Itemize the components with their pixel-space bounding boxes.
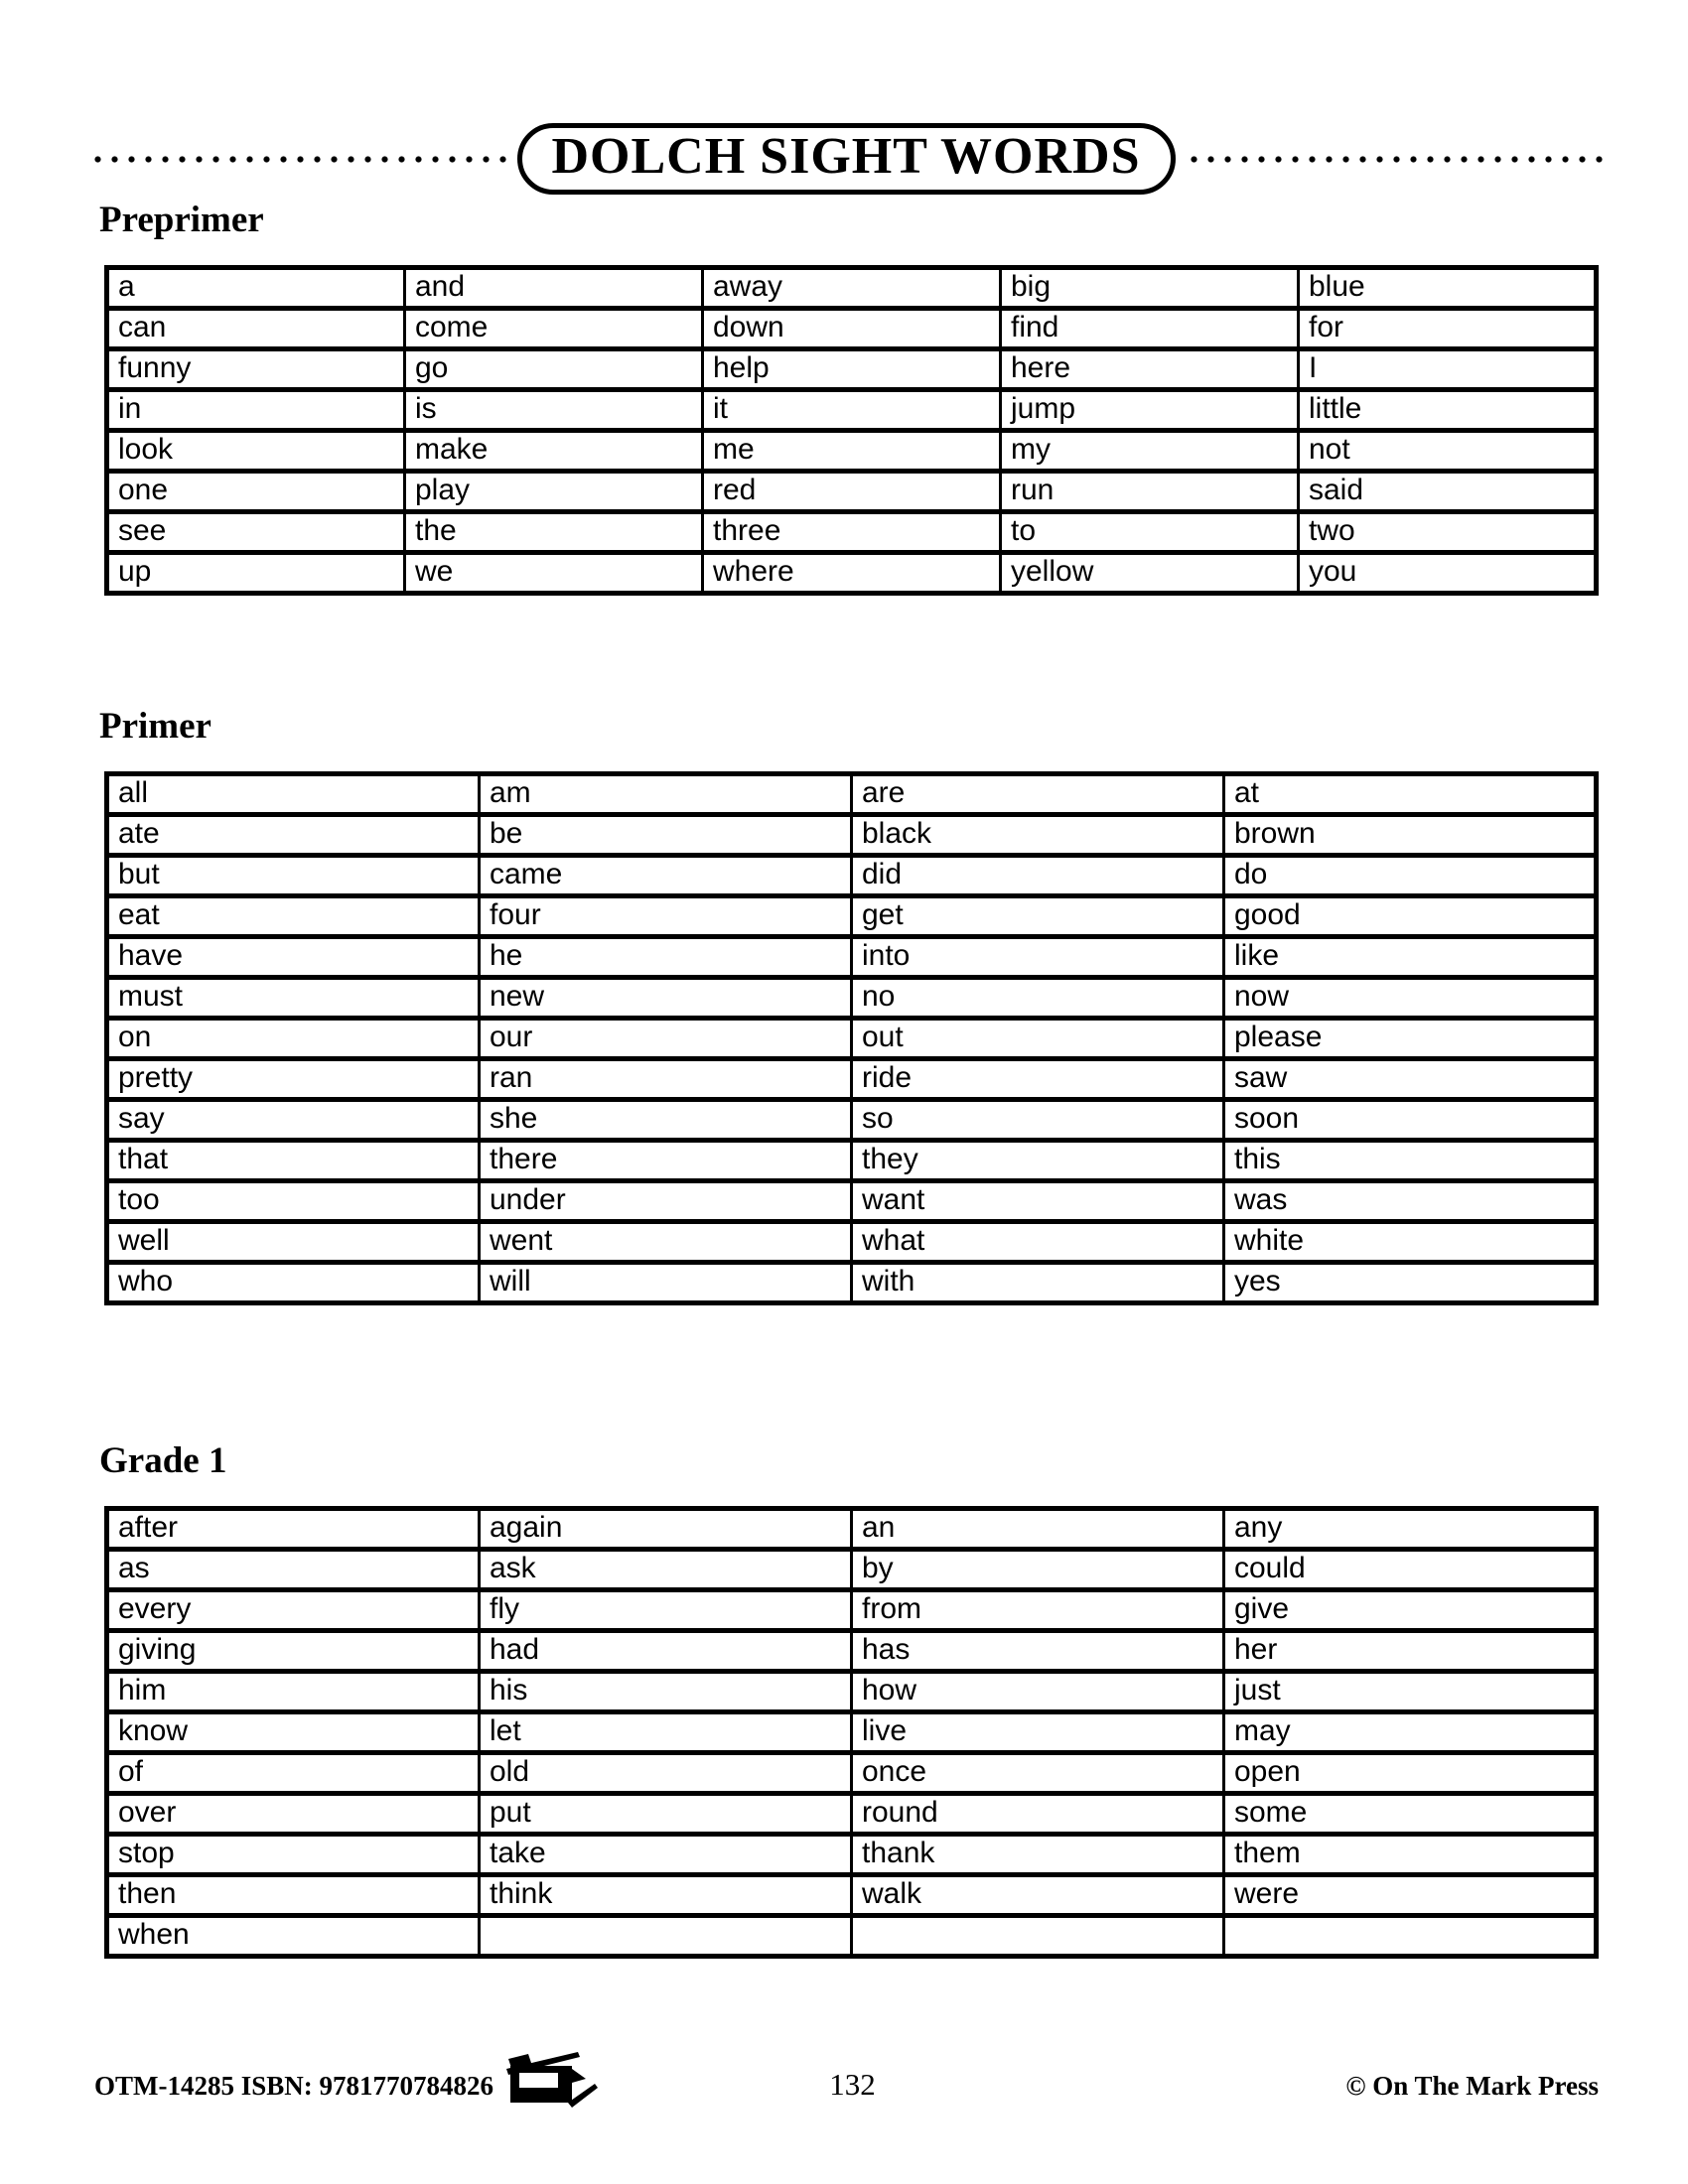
word-cell: now <box>1224 978 1597 1019</box>
word-cell: soon <box>1224 1100 1597 1141</box>
word-cell: at <box>1224 774 1597 815</box>
word-cell: too <box>107 1181 480 1222</box>
word-cell <box>480 1916 852 1957</box>
word-cell: not <box>1299 431 1597 472</box>
word-cell: just <box>1224 1672 1597 1712</box>
word-cell: so <box>852 1100 1224 1141</box>
table-row <box>107 1141 1597 1181</box>
table-row <box>107 1875 1597 1916</box>
table-row <box>107 1059 1597 1100</box>
word-cell: over <box>107 1794 480 1835</box>
word-cell: put <box>480 1794 852 1835</box>
section-heading-primer: Primer <box>99 706 211 747</box>
photocopier-icon <box>489 2047 600 2109</box>
word-cell: and <box>405 268 703 309</box>
table-row <box>107 1712 1597 1753</box>
word-cell: no <box>852 978 1224 1019</box>
word-cell: old <box>480 1753 852 1794</box>
word-cell: yes <box>1224 1263 1597 1303</box>
table-row <box>107 856 1597 896</box>
word-cell: can <box>107 309 405 349</box>
page-title: DOLCH SIGHT WORDS <box>551 127 1141 185</box>
word-cell: his <box>480 1672 852 1712</box>
table-row <box>107 390 1597 431</box>
table-row <box>107 1263 1597 1303</box>
table-row <box>107 978 1597 1019</box>
word-cell: went <box>480 1222 852 1263</box>
word-cell: want <box>852 1181 1224 1222</box>
word-cell: her <box>1224 1631 1597 1672</box>
dotted-rule-right <box>1186 155 1604 164</box>
word-cell: we <box>405 553 703 594</box>
word-cell: our <box>480 1019 852 1059</box>
table-row <box>107 553 1597 594</box>
word-cell: under <box>480 1181 852 1222</box>
word-cell: once <box>852 1753 1224 1794</box>
word-cell: down <box>703 309 1001 349</box>
table-row <box>107 472 1597 512</box>
word-cell: that <box>107 1141 480 1181</box>
table-row <box>107 1019 1597 1059</box>
word-cell: brown <box>1224 815 1597 856</box>
word-cell: then <box>107 1875 480 1916</box>
word-cell: has <box>852 1631 1224 1672</box>
word-cell: new <box>480 978 852 1019</box>
table-row <box>107 1672 1597 1712</box>
word-cell: have <box>107 937 480 978</box>
word-cell: away <box>703 268 1001 309</box>
word-cell: are <box>852 774 1224 815</box>
word-cell: into <box>852 937 1224 978</box>
word-cell: to <box>1001 512 1299 553</box>
word-cell: find <box>1001 309 1299 349</box>
word-cell: when <box>107 1916 480 1957</box>
word-cell: be <box>480 815 852 856</box>
table-row <box>107 512 1597 553</box>
word-cell: fly <box>480 1590 852 1631</box>
word-cell: who <box>107 1263 480 1303</box>
word-cell: thank <box>852 1835 1224 1875</box>
word-cell: play <box>405 472 703 512</box>
word-cell: big <box>1001 268 1299 309</box>
section-heading-preprimer: Preprimer <box>99 200 264 240</box>
word-cell: make <box>405 431 703 472</box>
grade1-word-table <box>104 1506 1599 1959</box>
word-cell: an <box>852 1509 1224 1550</box>
dotted-rule-left <box>89 155 507 164</box>
word-cell: give <box>1224 1590 1597 1631</box>
preprimer-word-table <box>104 265 1599 596</box>
word-cell: some <box>1224 1794 1597 1835</box>
word-cell: please <box>1224 1019 1597 1059</box>
word-cell: on <box>107 1019 480 1059</box>
table-row <box>107 1509 1597 1550</box>
table-row <box>107 1753 1597 1794</box>
word-cell: were <box>1224 1875 1597 1916</box>
word-cell: know <box>107 1712 480 1753</box>
word-cell: let <box>480 1712 852 1753</box>
word-cell: open <box>1224 1753 1597 1794</box>
word-cell: of <box>107 1753 480 1794</box>
word-cell: look <box>107 431 405 472</box>
word-cell: must <box>107 978 480 1019</box>
word-cell: this <box>1224 1141 1597 1181</box>
word-cell: all <box>107 774 480 815</box>
word-cell: came <box>480 856 852 896</box>
word-cell: saw <box>1224 1059 1597 1100</box>
word-cell: good <box>1224 896 1597 937</box>
table-row <box>107 1550 1597 1590</box>
word-cell: ran <box>480 1059 852 1100</box>
word-cell: red <box>703 472 1001 512</box>
word-cell: in <box>107 390 405 431</box>
table-row <box>107 896 1597 937</box>
table-row <box>107 815 1597 856</box>
word-cell: but <box>107 856 480 896</box>
word-cell: ate <box>107 815 480 856</box>
word-cell: come <box>405 309 703 349</box>
word-cell: one <box>107 472 405 512</box>
word-cell: they <box>852 1141 1224 1181</box>
word-cell: round <box>852 1794 1224 1835</box>
word-cell: well <box>107 1222 480 1263</box>
word-cell: for <box>1299 309 1597 349</box>
word-cell: from <box>852 1590 1224 1631</box>
word-cell: I <box>1299 349 1597 390</box>
table-row <box>107 1181 1597 1222</box>
word-cell: is <box>405 390 703 431</box>
word-cell: run <box>1001 472 1299 512</box>
table-row <box>107 1835 1597 1875</box>
word-cell: he <box>480 937 852 978</box>
table-row <box>107 937 1597 978</box>
word-cell: them <box>1224 1835 1597 1875</box>
word-cell: there <box>480 1141 852 1181</box>
word-cell: did <box>852 856 1224 896</box>
word-cell: pretty <box>107 1059 480 1100</box>
title-oval-border <box>517 123 1176 196</box>
word-cell: the <box>405 512 703 553</box>
word-cell: white <box>1224 1222 1597 1263</box>
word-cell: out <box>852 1019 1224 1059</box>
word-cell: four <box>480 896 852 937</box>
word-cell: jump <box>1001 390 1299 431</box>
word-cell: say <box>107 1100 480 1141</box>
table-row <box>107 1100 1597 1141</box>
word-cell: she <box>480 1100 852 1141</box>
table-row <box>107 268 1597 309</box>
word-cell <box>1224 1916 1597 1957</box>
word-cell: after <box>107 1509 480 1550</box>
word-cell: three <box>703 512 1001 553</box>
word-cell: how <box>852 1672 1224 1712</box>
word-cell: see <box>107 512 405 553</box>
word-cell: what <box>852 1222 1224 1263</box>
word-cell: a <box>107 268 405 309</box>
word-cell: where <box>703 553 1001 594</box>
word-cell: am <box>480 774 852 815</box>
word-cell: black <box>852 815 1224 856</box>
word-cell: stop <box>107 1835 480 1875</box>
word-cell: as <box>107 1550 480 1590</box>
word-cell: help <box>703 349 1001 390</box>
word-cell: it <box>703 390 1001 431</box>
table-row <box>107 309 1597 349</box>
word-cell: every <box>107 1590 480 1631</box>
word-cell: get <box>852 896 1224 937</box>
word-cell: again <box>480 1509 852 1550</box>
word-cell: may <box>1224 1712 1597 1753</box>
word-cell: up <box>107 553 405 594</box>
word-cell: had <box>480 1631 852 1672</box>
word-cell: giving <box>107 1631 480 1672</box>
word-cell: you <box>1299 553 1597 594</box>
word-cell: do <box>1224 856 1597 896</box>
word-cell: live <box>852 1712 1224 1753</box>
primer-word-table <box>104 771 1599 1305</box>
word-cell: ride <box>852 1059 1224 1100</box>
word-cell: like <box>1224 937 1597 978</box>
table-row <box>107 1590 1597 1631</box>
word-cell: any <box>1224 1509 1597 1550</box>
word-cell: think <box>480 1875 852 1916</box>
word-cell: will <box>480 1263 852 1303</box>
word-cell <box>852 1916 1224 1957</box>
word-cell: walk <box>852 1875 1224 1916</box>
word-cell: go <box>405 349 703 390</box>
word-cell: was <box>1224 1181 1597 1222</box>
table-row <box>107 1794 1597 1835</box>
word-cell: yellow <box>1001 553 1299 594</box>
footer-isbn-text: OTM-14285 ISBN: 9781770784826 <box>94 2071 494 2101</box>
table-row <box>107 1916 1597 1957</box>
table-row <box>107 1631 1597 1672</box>
footer-copyright: © On The Mark Press <box>1345 2071 1599 2101</box>
table-row <box>107 349 1597 390</box>
page-header <box>89 123 1603 195</box>
word-cell: eat <box>107 896 480 937</box>
word-cell: him <box>107 1672 480 1712</box>
word-cell: two <box>1299 512 1597 553</box>
word-cell: my <box>1001 431 1299 472</box>
word-cell: ask <box>480 1550 852 1590</box>
table-row <box>107 431 1597 472</box>
word-cell: take <box>480 1835 852 1875</box>
word-cell: here <box>1001 349 1299 390</box>
word-cell: said <box>1299 472 1597 512</box>
table-row <box>107 1222 1597 1263</box>
word-cell: with <box>852 1263 1224 1303</box>
word-cell: could <box>1224 1550 1597 1590</box>
word-cell: by <box>852 1550 1224 1590</box>
word-cell: me <box>703 431 1001 472</box>
section-heading-grade1: Grade 1 <box>99 1440 227 1481</box>
word-cell: little <box>1299 390 1597 431</box>
table-row <box>107 774 1597 815</box>
word-cell: blue <box>1299 268 1597 309</box>
page-number: 132 <box>829 2067 876 2102</box>
word-cell: funny <box>107 349 405 390</box>
